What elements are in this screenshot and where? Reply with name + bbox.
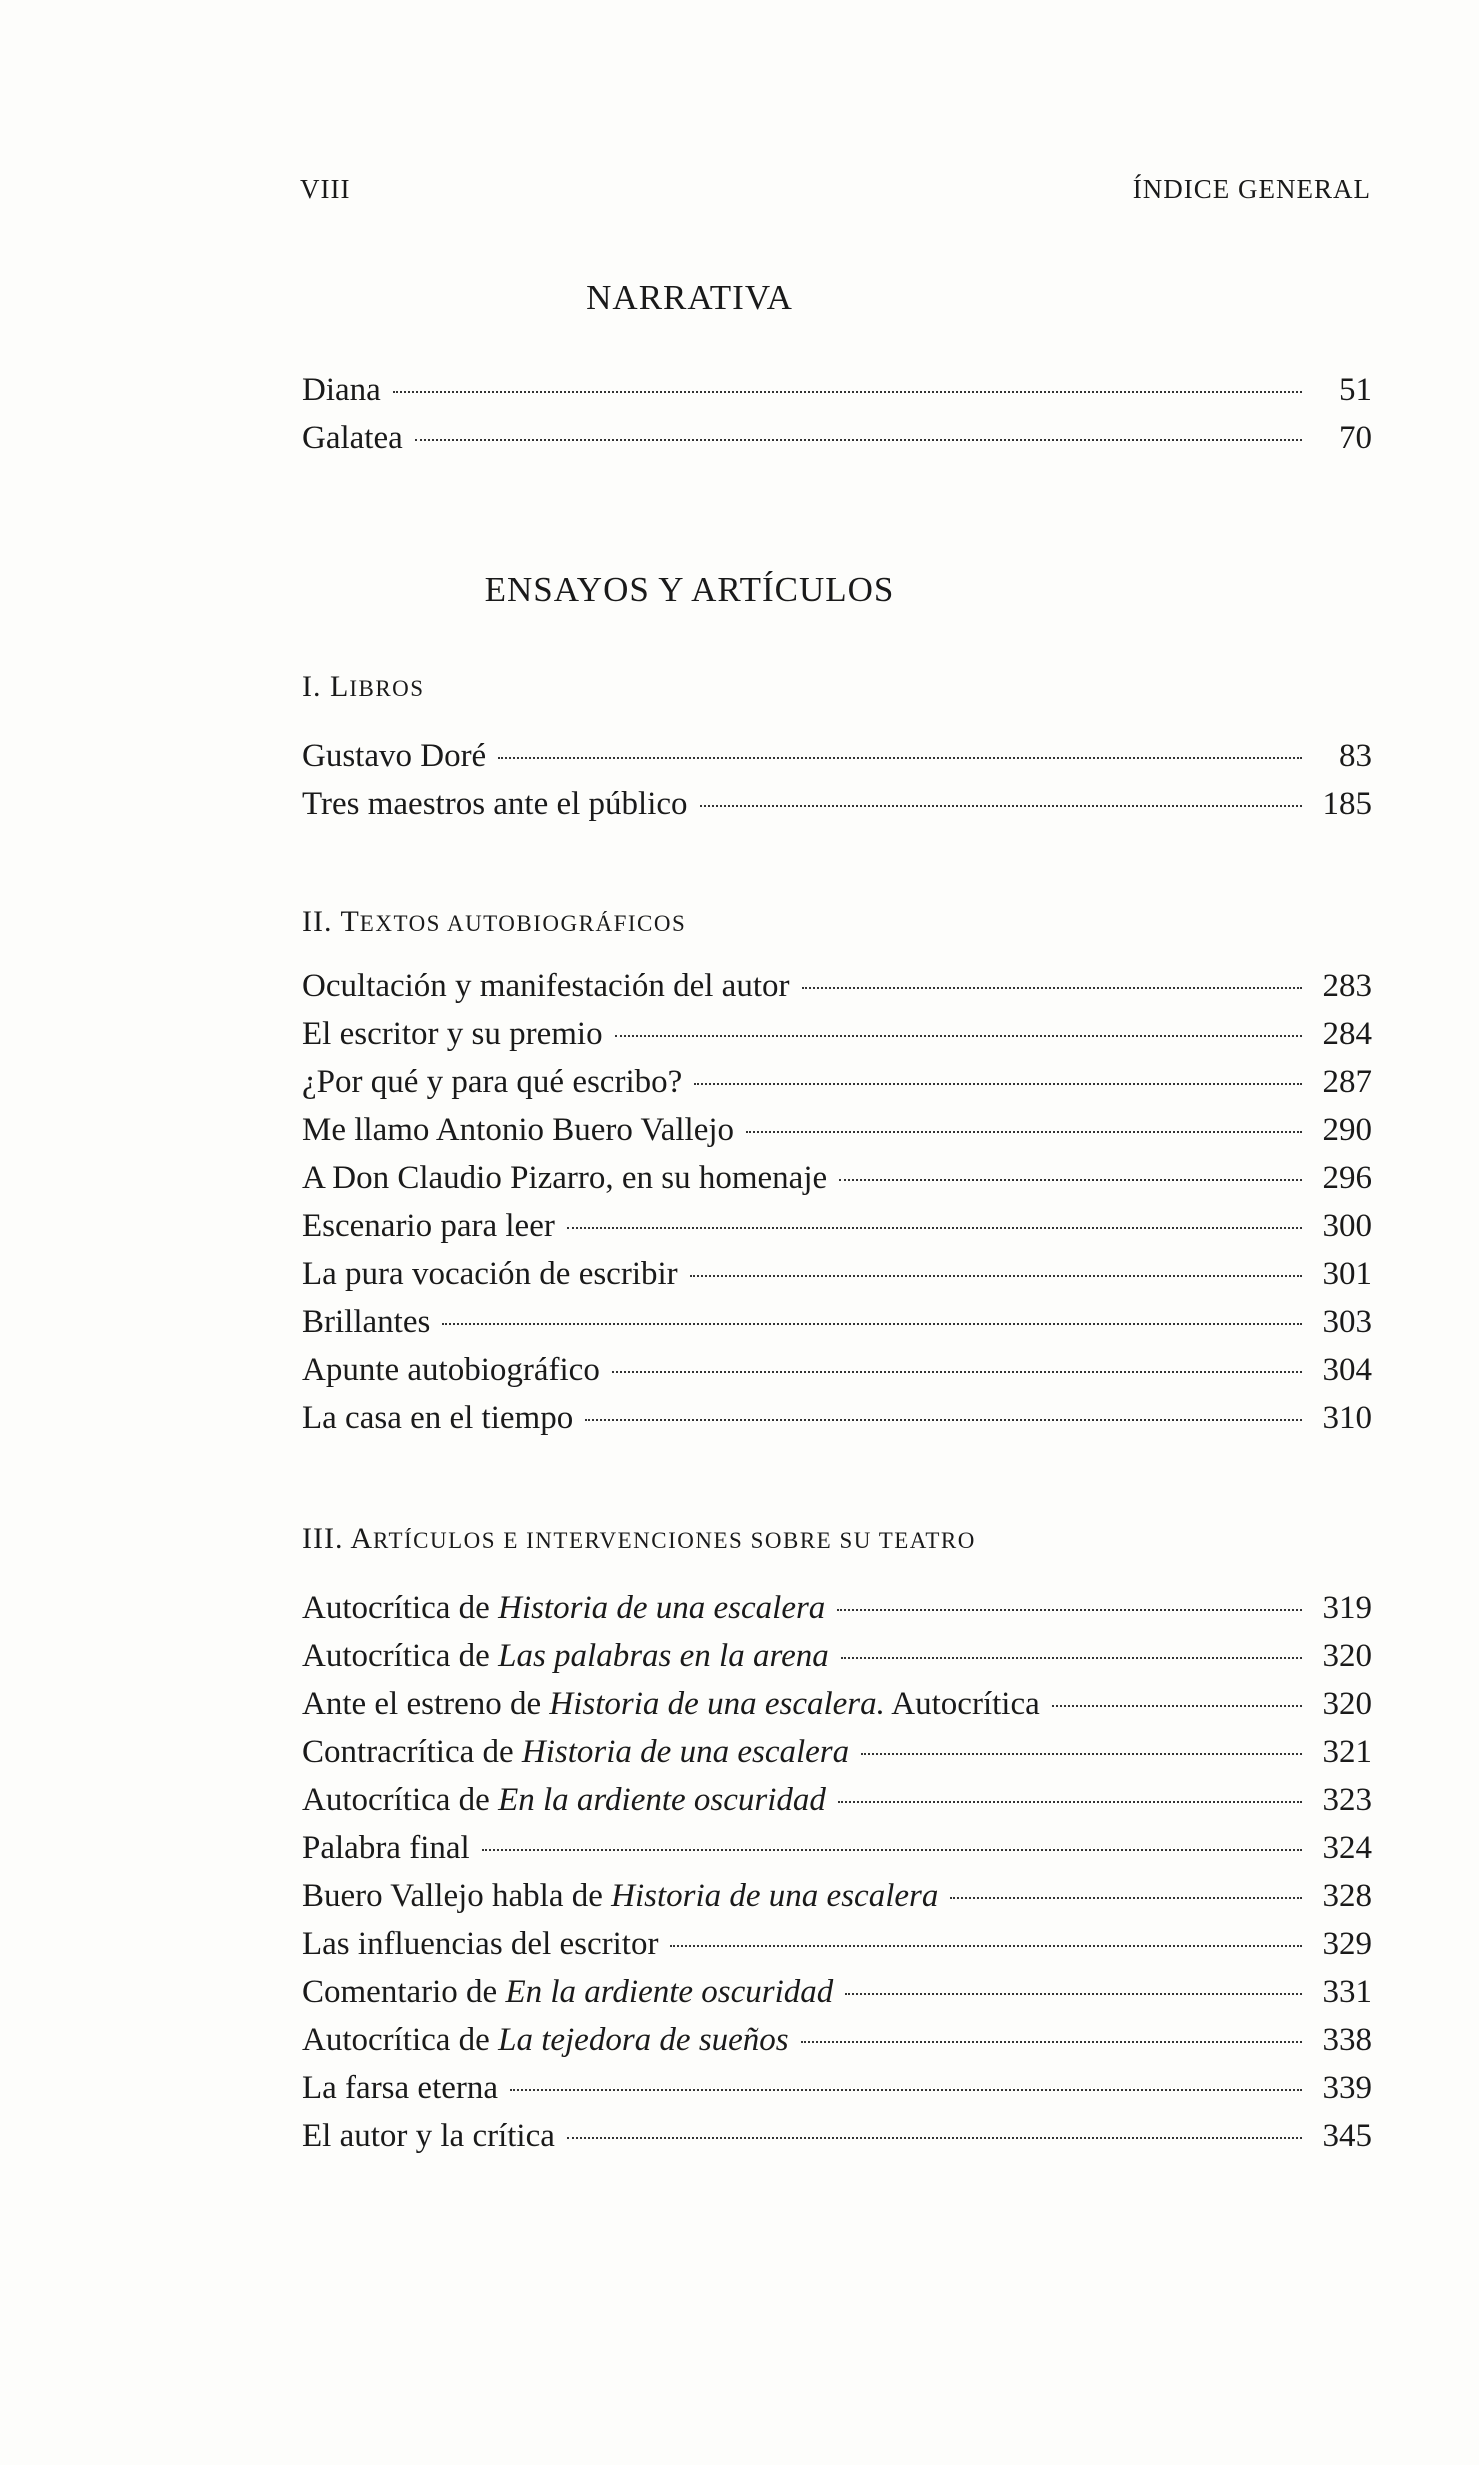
dot-leader (700, 805, 1302, 807)
toc-entry-page-number: 300 (1322, 1208, 1372, 1244)
toc-entry (302, 1208, 1372, 1256)
toc-entry-work-title: La tejedora de sueños (498, 2022, 789, 2058)
toc-entry (302, 372, 1372, 420)
dot-leader (802, 987, 1303, 989)
toc-entry-page-number: 329 (1322, 1926, 1372, 1962)
toc-entry-page-number: 323 (1322, 1782, 1372, 1818)
toc-libros (302, 738, 1372, 834)
toc-entry-page-number: 83 (1339, 738, 1372, 774)
dot-leader (694, 1083, 1302, 1085)
dot-leader (612, 1371, 1302, 1373)
toc-entry-page-number: 70 (1339, 420, 1372, 456)
dot-leader (482, 1849, 1302, 1851)
dot-leader (838, 1801, 1302, 1803)
toc-entry (302, 2070, 1372, 2118)
dot-leader (746, 1131, 1302, 1133)
toc-entry (302, 1878, 1372, 1926)
dot-leader (442, 1323, 1302, 1325)
toc-entry (302, 1256, 1372, 1304)
page-number: VIII (300, 174, 351, 204)
toc-entry-title-text: Palabra final (302, 1830, 470, 1866)
toc-entry-page-number: 185 (1322, 786, 1372, 822)
toc-entry-page-number: 319 (1322, 1590, 1372, 1626)
toc-entry-page-number: 283 (1322, 968, 1372, 1004)
toc-entry-title: Ocultación y manifestación del autor (302, 968, 790, 1004)
toc-entry (302, 1974, 1372, 2022)
toc-entry-page-number: 301 (1322, 1256, 1372, 1292)
toc-entry-page-number: 339 (1322, 2070, 1372, 2106)
dot-leader (393, 391, 1302, 393)
toc-entry-title: Tres maestros ante el público (302, 786, 688, 822)
toc-entry (302, 1686, 1372, 1734)
toc-entry-page-number: 287 (1322, 1064, 1372, 1100)
toc-entry-title: ¿Por qué y para qué escribo? (302, 1064, 683, 1100)
toc-narrativa (302, 372, 1372, 468)
toc-entry (302, 1782, 1372, 1830)
toc-entry-title-text: Las influencias del escritor (302, 1926, 659, 1962)
toc-entry-title: Brillantes (302, 1304, 431, 1340)
toc-entry-page-number: 320 (1322, 1686, 1372, 1722)
toc-entry-title: A Don Claudio Pizarro, en su homenaje (302, 1160, 828, 1196)
dot-leader (861, 1753, 1302, 1755)
toc-entry-page-number: 320 (1322, 1638, 1372, 1674)
subsection-heading-articulos (302, 1522, 976, 1556)
toc-entry (302, 1734, 1372, 1782)
subsection-heading-textos (302, 905, 686, 939)
dot-leader (1052, 1705, 1302, 1707)
dot-leader (950, 1897, 1302, 1899)
dot-leader (690, 1275, 1302, 1277)
toc-entry-title (302, 1974, 833, 2011)
toc-entry (302, 2022, 1372, 2070)
dot-leader (845, 1993, 1302, 1995)
toc-entry-title: El escritor y su premio (302, 1016, 603, 1052)
toc-entry-title (302, 1638, 829, 1675)
toc-entry-page-number: 303 (1322, 1304, 1372, 1340)
toc-entry-work-title: Historia de una escalera (498, 1590, 826, 1626)
toc-entry-title-text: La farsa eterna (302, 2070, 499, 2106)
toc-entry (302, 420, 1372, 468)
toc-entry (302, 1304, 1372, 1352)
toc-entry-title: La pura vocación de escribir (302, 1256, 678, 1292)
toc-entry-title-suffix: Autocrítica (884, 1686, 1040, 1722)
dot-leader (585, 1419, 1302, 1421)
toc-entry-title (302, 1782, 826, 1819)
toc-entry-work-title: En la ardiente oscuridad (505, 1974, 834, 2010)
toc-entry-title-text: El autor y la crítica (302, 2118, 555, 2154)
dot-leader (841, 1657, 1302, 1659)
toc-entry-title: Escenario para leer (302, 1208, 555, 1244)
subsection-title: EXTOS AUTOBIOGRÁFICOS (359, 911, 687, 936)
toc-entry-title (302, 2070, 498, 2107)
toc-entry-page-number: 321 (1322, 1734, 1372, 1770)
toc-entry-title-text: Buero Vallejo habla de (302, 1878, 612, 1914)
toc-entry (302, 786, 1372, 834)
section-heading-narrativa: NARRATIVA (586, 278, 793, 317)
toc-entry-title-text: Autocrítica de (302, 2022, 499, 2058)
toc-entry (302, 1352, 1372, 1400)
toc-entry-title (302, 1830, 470, 1867)
subsection-number: I. (302, 670, 322, 703)
toc-entry-page-number: 304 (1322, 1352, 1372, 1388)
toc-entry-page-number: 296 (1322, 1160, 1372, 1196)
toc-entry-page-number: 284 (1322, 1016, 1372, 1052)
toc-entry-page-number: 324 (1322, 1830, 1372, 1866)
toc-entry (302, 1830, 1372, 1878)
dot-leader (837, 1609, 1302, 1611)
toc-entry-page-number: 310 (1322, 1400, 1372, 1436)
toc-entry-title-text: Autocrítica de (302, 1638, 499, 1674)
toc-entry (302, 1112, 1372, 1160)
toc-entry-title-text: Autocrítica de (302, 1782, 499, 1818)
toc-entry (302, 1064, 1372, 1112)
toc-entry-title: Apunte autobiográfico (302, 1352, 600, 1388)
toc-entry-title: Gustavo Doré (302, 738, 487, 774)
toc-entry-work-title: En la ardiente oscuridad (498, 1782, 826, 1818)
toc-entry-title (302, 1926, 658, 1963)
toc-entry-page-number: 345 (1322, 2118, 1372, 2154)
toc-entry-work-title: Las palabras en la arena (498, 1638, 829, 1674)
dot-leader (801, 2041, 1302, 2043)
toc-entry-page-number: 51 (1339, 372, 1372, 408)
toc-entry-title: Diana (302, 372, 381, 408)
toc-entry-title (302, 2022, 789, 2059)
toc-entry-title-text: Ante el estreno de (302, 1686, 550, 1722)
toc-entry (302, 1400, 1372, 1448)
dot-leader (670, 1945, 1302, 1947)
subsection-number: II. (302, 905, 333, 938)
toc-entry-page-number: 331 (1322, 1974, 1372, 2010)
subsection-initial: T (340, 905, 360, 938)
toc-entry-title (302, 1686, 1040, 1723)
toc-entry (302, 1638, 1372, 1686)
toc-entry-title-text: Autocrítica de (302, 1590, 499, 1626)
subsection-title: RTÍCULOS E INTERVENCIONES SOBRE SU TEATRO (373, 1528, 976, 1553)
toc-entry (302, 1160, 1372, 1208)
toc-entry-title-text: Comentario de (302, 1974, 506, 2010)
dot-leader (567, 2137, 1302, 2139)
toc-entry-title (302, 1590, 825, 1627)
toc-entry (302, 738, 1372, 786)
running-head: ÍNDICE GENERAL (1132, 174, 1371, 204)
dot-leader (839, 1179, 1302, 1181)
toc-entry-title: La casa en el tiempo (302, 1400, 574, 1436)
subsection-number: III. (302, 1522, 344, 1555)
toc-textos (302, 968, 1372, 1448)
section-heading-ensayos: ENSAYOS Y ARTÍCULOS (484, 570, 895, 609)
toc-articulos (302, 1590, 1372, 2166)
toc-entry (302, 1016, 1372, 1064)
dot-leader (498, 757, 1302, 759)
subsection-initial: A (350, 1522, 374, 1555)
toc-entry-title-text: Contracrítica de (302, 1734, 522, 1770)
toc-entry-title (302, 1878, 938, 1915)
toc-entry-title: Galatea (302, 420, 403, 456)
dot-leader (415, 439, 1302, 441)
dot-leader (615, 1035, 1302, 1037)
toc-entry (302, 2118, 1372, 2166)
toc-entry-work-title: Historia de una escalera (611, 1878, 939, 1914)
toc-entry-title (302, 2118, 555, 2155)
toc-entry-title: Me llamo Antonio Buero Vallejo (302, 1112, 735, 1148)
subsection-initial: L (330, 670, 350, 703)
toc-entry-work-title: Historia de una escalera (521, 1734, 850, 1770)
toc-entry (302, 1590, 1372, 1638)
toc-entry-page-number: 290 (1322, 1112, 1372, 1148)
dot-leader (567, 1227, 1302, 1229)
toc-entry-page-number: 328 (1322, 1878, 1372, 1914)
subsection-title: IBROS (349, 676, 425, 701)
toc-entry-title (302, 1734, 849, 1771)
toc-entry-work-title: Historia de una escalera. (549, 1686, 885, 1722)
toc-entry (302, 1926, 1372, 1974)
dot-leader (510, 2089, 1302, 2091)
toc-entry-page-number: 338 (1322, 2022, 1372, 2058)
subsection-heading-libros (302, 670, 425, 704)
toc-entry (302, 968, 1372, 1016)
